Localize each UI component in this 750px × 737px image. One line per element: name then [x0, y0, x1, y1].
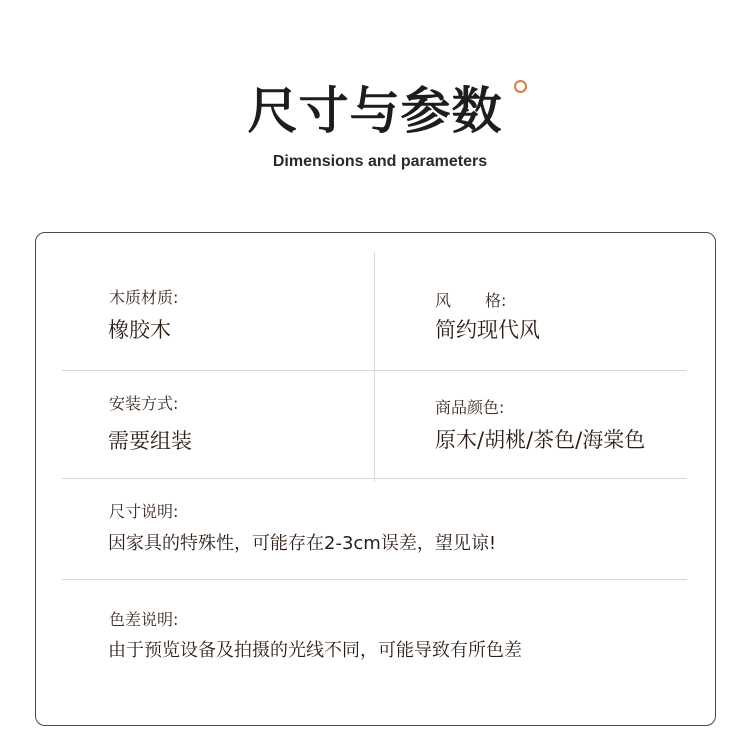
style-label-part2: 格: — [485, 291, 507, 310]
row-divider — [62, 478, 687, 479]
color-label: 商品颜色: — [435, 398, 505, 417]
row-divider — [62, 579, 687, 580]
size-note-label: 尺寸说明: — [109, 502, 179, 521]
size-note-text: 因家具的特殊性，可能存在2-3cm误差，望见谅! — [108, 533, 497, 554]
color-value: 原木/胡桃/茶色/海棠色 — [435, 428, 646, 452]
column-divider — [374, 252, 375, 482]
page-title: 尺寸与参数 — [247, 82, 503, 140]
page-subtitle: Dimensions and parameters — [272, 153, 488, 170]
color-diff-note-text: 由于预览设备及拍摄的光线不同，可能导致有所色差 — [108, 640, 522, 661]
style-label — [435, 291, 506, 311]
assembly-value: 需要组装 — [108, 429, 192, 453]
color-diff-note-label: 色差说明: — [109, 610, 179, 629]
row-divider — [62, 370, 687, 371]
decorative-circle-icon — [514, 80, 527, 93]
style-value: 简约现代风 — [435, 318, 540, 342]
material-value: 橡胶木 — [108, 318, 171, 342]
style-label-part1: 风 — [435, 291, 452, 310]
assembly-label: 安装方式: — [109, 394, 179, 413]
material-label: 木质材质: — [109, 288, 179, 307]
